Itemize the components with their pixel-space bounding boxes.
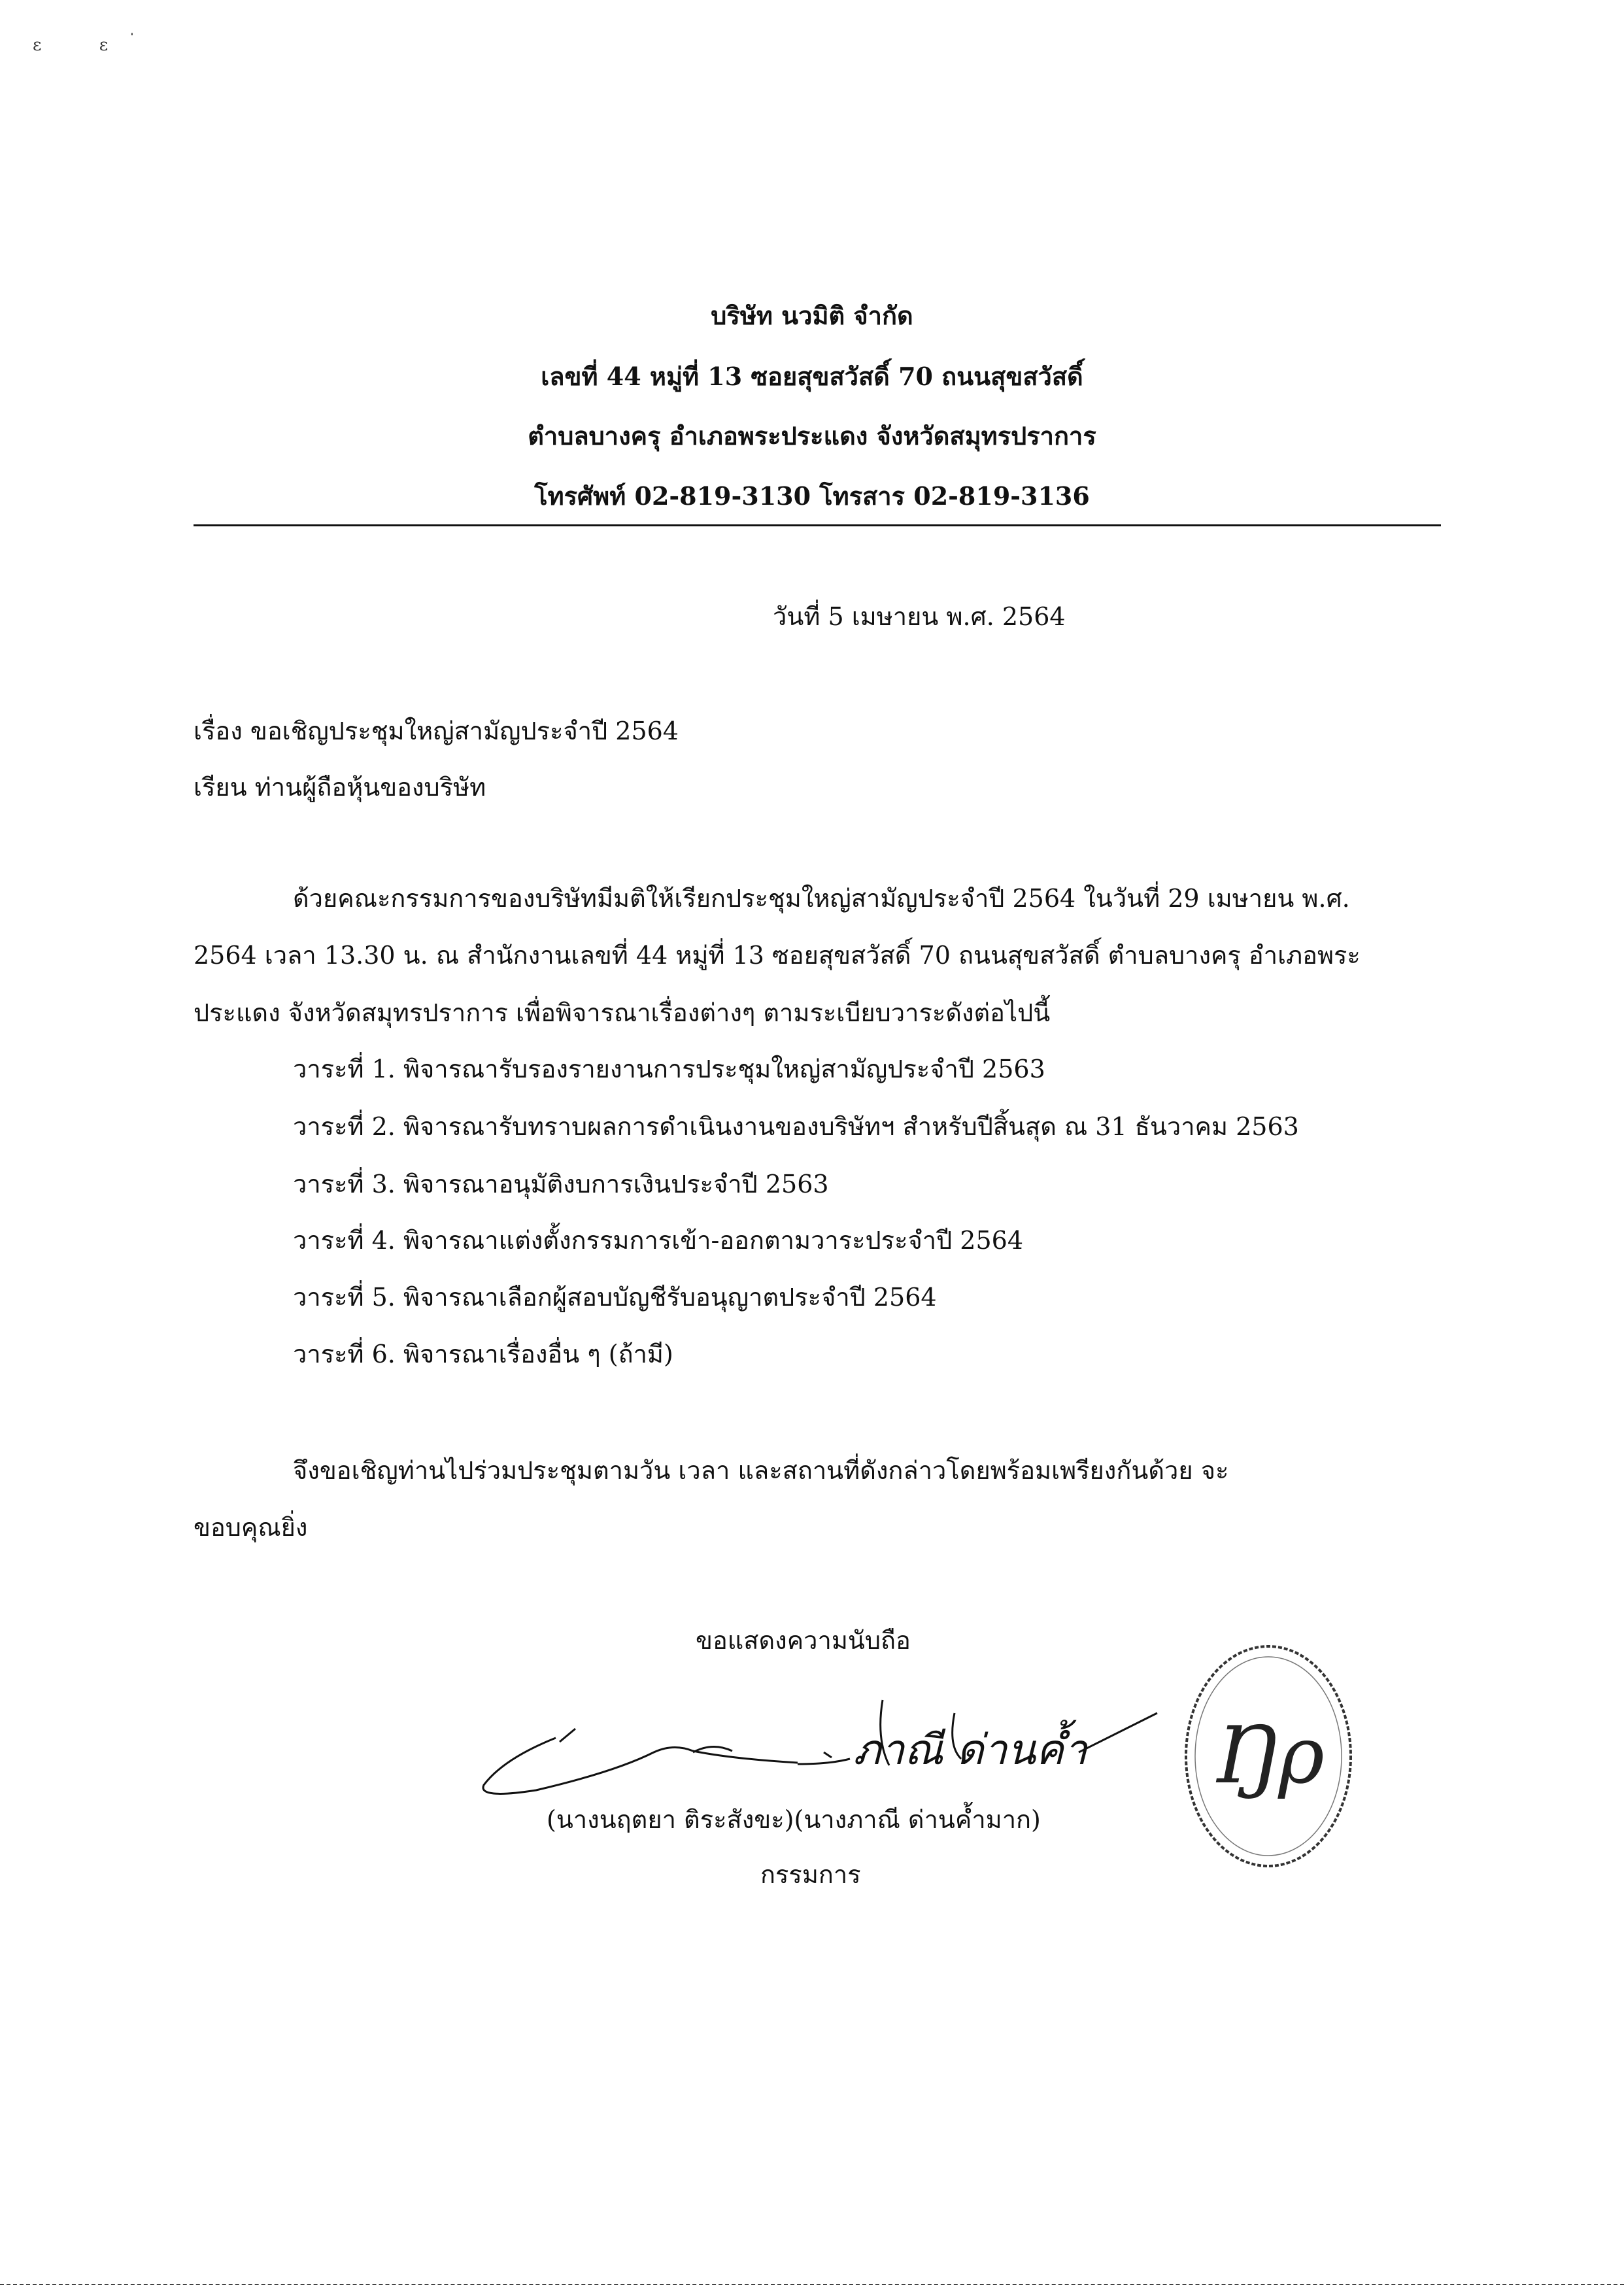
address-line-1: เลขที่ 44 หมู่ที่ 13 ซอยสุขสวัสดิ์ 70 ถนนสุขสวัสดิ์ (541, 362, 1083, 391)
corner-marks: ε ε่ (33, 35, 161, 55)
company-name: บริษัท นวมิติ จำกัด (711, 301, 913, 330)
signatory-position: กรรมการ (760, 1860, 861, 1889)
header-divider (194, 524, 1441, 526)
closing-line-2: ขอบคุณยิ่ง (194, 1513, 308, 1542)
address-line-2: ตำบลบางครุ อำเภอพระประแดง จังหวัดสมุทรปราการ (528, 421, 1096, 450)
agenda-item-5: วาระที่ 5. พิจารณาเลือกผู้สอบบัญชีรับอนุญาตประจำปี 2564 (293, 1283, 937, 1312)
signatory-names: (นางนฤตยา ติระสังขะ)(นางภาณี ด่านค้ำมาก) (547, 1805, 1041, 1834)
agenda-item-4: วาระที่ 4. พิจารณาแต่งตั้งกรรมการเข้า-ออกตามวาระประจำปี 2564 (293, 1226, 1024, 1255)
agenda-item-2: วาระที่ 2. พิจารณารับทราบผลการดำเนินงานของบริษัทฯ สำหรับปีสิ้นสุด ณ 31 ธันวาคม 2563 (293, 1112, 1299, 1141)
body-line-3: ประแดง จังหวัดสมุทรปราการ เพื่อพิจารณาเรื่องต่างๆ ตามระเบียบวาระดังต่อไปนี้ (194, 998, 1051, 1027)
body-line-2: 2564 เวลา 13.30 น. ณ สำนักงานเลขที่ 44 หมู่ที่ 13 ซอยสุขสวัสดิ์ 70 ถนนสุขสวัสดิ์ ตำบลบางครุ อำเภอพระ (194, 941, 1361, 970)
handwritten-signatures (458, 1687, 1177, 1818)
contact-line: โทรศัพท์ 02-819-3130 โทรสาร 02-819-3136 (534, 481, 1090, 511)
salutation-line: เรียน ท่านผู้ถือหุ้นของบริษัท (194, 773, 486, 802)
signature-script: ภาณี ด่านค้ำ (853, 1726, 1087, 1775)
subject-line: เรื่อง ขอเชิญประชุมใหญ่สามัญประจำปี 2564 (194, 717, 679, 745)
agenda-item-1: วาระที่ 1. พิจารณารับรองรายงานการประชุมใหญ่สามัญประจำปี 2563 (293, 1055, 1045, 1083)
agenda-item-3: วาระที่ 3. พิจารณาอนุมัติงบการเงินประจำปี 2563 (293, 1170, 829, 1198)
closing-line-1: จึงขอเชิญท่านไปร่วมประชุมตามวัน เวลา และสถานที่ดังกล่าวโดยพร้อมเพรียงกันด้วย จะ (293, 1456, 1229, 1485)
letter-date: วันที่ 5 เมษายน พ.ศ. 2564 (773, 602, 1066, 631)
agenda-item-6: วาระที่ 6. พิจารณาเรื่องอื่น ๆ (ถ้ามี) (293, 1340, 673, 1368)
seal-mark: Ŋρ (1212, 1710, 1325, 1801)
page-bottom-edge (0, 2284, 1624, 2285)
body-line-1: ด้วยคณะกรรมการของบริษัทมีมติให้เรียกประชุมใหญ่สามัญประจำปี 2564 ในวันที่ 29 เมษายน พ.ศ. (293, 884, 1350, 913)
regards-text: ขอแสดงความนับถือ (696, 1626, 911, 1655)
company-seal (1177, 1639, 1360, 1874)
